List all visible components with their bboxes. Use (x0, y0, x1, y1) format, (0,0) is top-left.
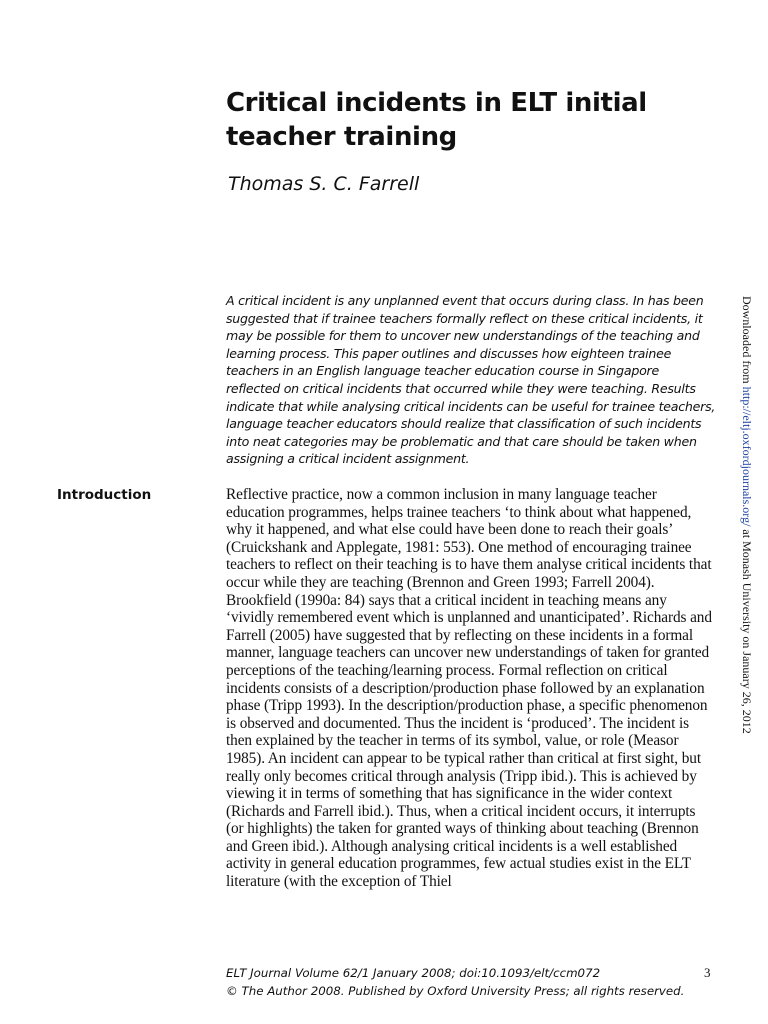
page-number: 3 (704, 965, 711, 980)
download-stamp-prefix: Downloaded from (740, 296, 754, 387)
author-name: Thomas S. C. Farrell (228, 173, 420, 195)
abstract: A critical incident is any unplanned event that occurs during class. In has been suggested that if trainee teachers formally reflect on these critical incidents, it may be possible for them to uncover new understandings of the teaching and learning process. This paper outlines and discusses how eighteen trainee teachers in an English language teacher education course in Singapore reflected on critical incidents that occurred while they were teaching. Results indicate that while analysing critical incidents can be useful for trainee teachers, language teacher educators should realize that classification of such incidents into neat categories may be problematic and that care should be taken when assigning a critical incident assignment. (226, 293, 716, 467)
section-body: Reflective practice, now a common inclusion in many language teacher education programmes, helps trainee teachers ‘to think about what happened, why it happened, and what else could have been done to reach their goals’ (Cruickshank and Applegate, 1981: 553). One method of encouraging trainee teachers to reflect on their teaching is to have them analyse critical incidents that occur while they are teaching (Brennon and Green 1993; Farrell 2004). Brookfield (1990a: 84) says that a critical incident in teaching means any ‘vividly remembered event which is unplanned and unanticipated’. Richards and Farrell (2005) have suggested that by reflecting on these incidents in a formal manner, language teachers can uncover new understandings of taken for granted perceptions of the teaching/learning process. Formal reflection on critical incidents consists of a description/production phase followed by an explanation phase (Tripp 1993). In the description/production phase, a specific phenomenon is observed and documented. Thus the incident is ‘produced’. The incident is then explained by the teacher in terms of its symbol, value, or role (Measor 1985). An incident can appear to be typical rather than critical at first sight, but really only becomes critical through analysis (Tripp ibid.). This is achieved by viewing it in terms of something that has significance in the wider context (Richards and Farrell ibid.). Thus, when a critical incident occurs, it interrupts (or highlights) the taken for granted ways of thinking about teaching (Brennon and Green ibid.). Although analysing critical incidents is a well established activity in general education programmes, few actual studies exist in the ELT literature (with the exception of Thiel (226, 486, 712, 891)
download-stamp-link[interactable]: http://eltj.oxfordjournals.org/ (740, 386, 754, 527)
section-heading-introduction: Introduction (57, 487, 152, 503)
copyright-notice: © The Author 2008. Published by Oxford University Press; all rights reserved. (226, 984, 685, 998)
article-title: Critical incidents in ELT initial teacher training (226, 88, 647, 152)
download-stamp (738, 296, 756, 756)
journal-citation: ELT Journal Volume 62/1 January 2008; doi:10.1093/elt/ccm072 (226, 966, 601, 980)
download-stamp-suffix: at Monash University on January 26, 2012 (740, 526, 754, 734)
